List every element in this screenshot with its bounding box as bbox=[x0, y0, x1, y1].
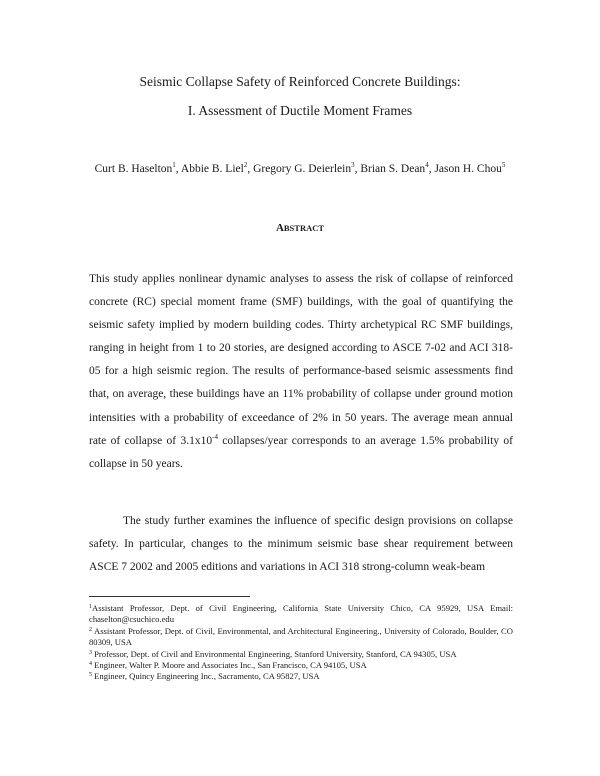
footnotes bbox=[89, 603, 513, 683]
affiliation-mark: 2 bbox=[243, 161, 248, 169]
title-line-2: I. Assessment of Ductile Moment Frames bbox=[187, 103, 413, 118]
author-list bbox=[0, 163, 600, 175]
author: Curt B. Haselton$^1$, bbox=[94, 161, 181, 175]
footnote: $^2$ Assistant Professor, Dept. of Civil, Environmental, and Architectural Engineering., University of Colorado, Boulder, CO 80309, USA bbox=[89, 625, 513, 648]
abstract-paragraph-1: This study applies nonlinear dynamic analyses to assess the risk of collapse of reinforced concrete (RC) special moment frame (SMF) buildings, with the goal of quantifying the seismic safety implied by modern building codes. Thirty archetypical RC SMF buildings, ranging in height from 1 to 20 stories, are designed according to ASCE 7-02 and ACI 318-05 for a high seismic region. The results of performance-based seismic assessments find that, on average, these buildings have an 11% probability of collapse under ground motion intensities with a probability of exceedance of 2% in 50 years. The average mean annual rate of collapse of $3.1x10^{-4}$ collapses/year corresponds to an average 1.5% probability of collapse in 50 years. bbox=[89, 273, 514, 470]
abstract-heading: ABSTRACT bbox=[275, 222, 325, 234]
affiliation-mark: 5 bbox=[501, 161, 506, 169]
author: Abbie B. Liel$^2$, bbox=[180, 161, 254, 175]
title-line-1: Seismic Collapse Safety of Reinforced Concrete Buildings: bbox=[139, 74, 461, 89]
exponent: -4 bbox=[212, 432, 218, 441]
author: Gregory G. Deierlein$^3$, bbox=[253, 161, 361, 175]
footnote-divider bbox=[89, 596, 250, 597]
author: Brian S. Dean$^4$, bbox=[360, 161, 435, 175]
footnote: $^4$ Engineer, Walter P. Moore and Associates Inc., San Francisco, CA 94105, USA bbox=[89, 660, 367, 671]
footnote: $^3$ Professor, Dept. of Civil and Environmental Engineering, Stanford University, Stanford, CA 94305, USA bbox=[89, 648, 457, 659]
author: Jason H. Chou$^5$ bbox=[434, 161, 506, 175]
affiliation-mark: 3 bbox=[351, 161, 355, 169]
footnote: $^5$ Engineer, Quincy Engineering Inc., Sacramento, CA 95827, USA bbox=[89, 671, 320, 682]
affiliation-mark: 4 bbox=[425, 161, 429, 169]
abstract-paragraph-2: The study further examines the influence of specific design provisions on collapse safety. In particular, changes to the minimum seismic base shear requirement between ASCE 7 2002 and 2005 editions and variations in ACI 318 strong-column weak-beam bbox=[89, 515, 513, 574]
footnote: $^1$Assistant Professor, Dept. of Civil Engineering, California State University Chico, CA 95929, USA Email: chaselton@csuchico.edu bbox=[89, 603, 513, 625]
affiliation-mark: 1 bbox=[172, 161, 176, 169]
